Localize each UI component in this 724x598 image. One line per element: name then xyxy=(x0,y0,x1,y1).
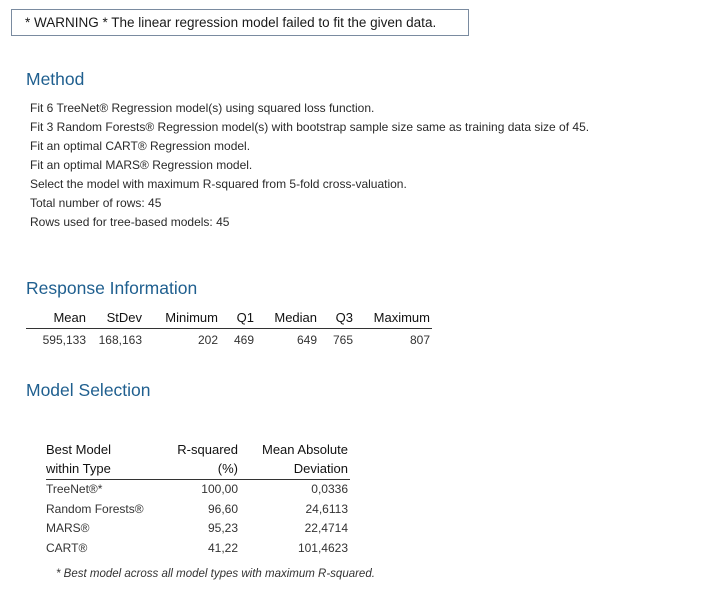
cell-model: TreeNet®* xyxy=(46,482,103,496)
col-stdev: StDev xyxy=(86,309,142,329)
col-mean-absolute-deviation xyxy=(238,440,350,480)
col-r-squared-line1: R-squared xyxy=(177,442,238,457)
cell-r-squared: 41,22 xyxy=(207,540,238,555)
method-line: Fit an optimal CART® Regression model. xyxy=(30,139,251,153)
method-list xyxy=(30,99,589,232)
cell-mad: 24,6113 xyxy=(305,501,348,516)
col-median: Median xyxy=(254,309,317,329)
table-header-row xyxy=(46,440,350,480)
model-selection-table xyxy=(46,440,350,558)
method-line: Fit an optimal MARS® Regression model. xyxy=(30,158,253,172)
cell-mean: 595,133 xyxy=(42,333,86,347)
method-line: Rows used for tree-based models: 45 xyxy=(30,215,230,229)
table-row xyxy=(46,519,350,539)
cell-model: CART® xyxy=(46,540,88,555)
cell-mad: 22,4714 xyxy=(304,521,348,535)
col-mad-line2: Deviation xyxy=(293,461,348,476)
method-line: Total number of rows: 45 xyxy=(30,196,162,210)
cell-q1: 469 xyxy=(233,333,254,347)
cell-mad: 101,4623 xyxy=(297,540,348,555)
cell-model: MARS® xyxy=(46,521,90,535)
cell-maximum: 807 xyxy=(409,333,430,347)
footnote: * Best model across all model types with maximum R-squared. xyxy=(56,568,375,580)
method-line: Select the model with maximum R-squared from 5-fold cross-valuation. xyxy=(30,177,407,191)
col-best-model-line2: within Type xyxy=(46,461,111,476)
col-q1: Q1 xyxy=(218,309,254,329)
response-table xyxy=(26,309,432,347)
model-selection-heading: Model Selection xyxy=(26,380,151,400)
warning-box xyxy=(11,9,469,36)
cell-model: Random Forests® xyxy=(46,501,144,516)
cell-median: 649 xyxy=(296,333,317,347)
table-row xyxy=(26,329,432,348)
cell-q3: 765 xyxy=(332,333,353,347)
method-heading: Method xyxy=(26,69,85,89)
cell-mad: 0,0336 xyxy=(311,482,348,496)
response-heading: Response Information xyxy=(26,278,198,298)
table-row xyxy=(46,480,350,500)
col-best-model-line1: Best Model xyxy=(46,442,112,457)
warning-text: * WARNING * The linear regression model failed to fit the given data. xyxy=(25,15,437,30)
col-r-squared xyxy=(166,440,238,480)
method-line: Fit 6 TreeNet® Regression model(s) using squared loss function. xyxy=(30,101,375,115)
col-q3: Q3 xyxy=(317,309,353,329)
col-mean: Mean xyxy=(26,309,86,329)
col-minimum: Minimum xyxy=(142,309,218,329)
cell-minimum: 202 xyxy=(197,333,218,347)
method-line: Fit 3 Random Forests® Regression model(s) with bootstrap sample size same as training data size of 45. xyxy=(30,120,590,134)
col-mad-line1: Mean Absolute xyxy=(261,442,348,457)
col-r-squared-line2: (%) xyxy=(217,461,238,476)
table-row xyxy=(46,539,350,559)
table-header-row xyxy=(26,309,432,329)
cell-r-squared: 95,23 xyxy=(207,521,238,535)
col-best-model xyxy=(46,440,166,480)
table-row xyxy=(46,500,350,520)
cell-r-squared: 96,60 xyxy=(207,501,238,516)
cell-r-squared: 100,00 xyxy=(201,482,238,496)
cell-stdev: 168,163 xyxy=(98,333,142,347)
col-maximum: Maximum xyxy=(353,309,432,329)
